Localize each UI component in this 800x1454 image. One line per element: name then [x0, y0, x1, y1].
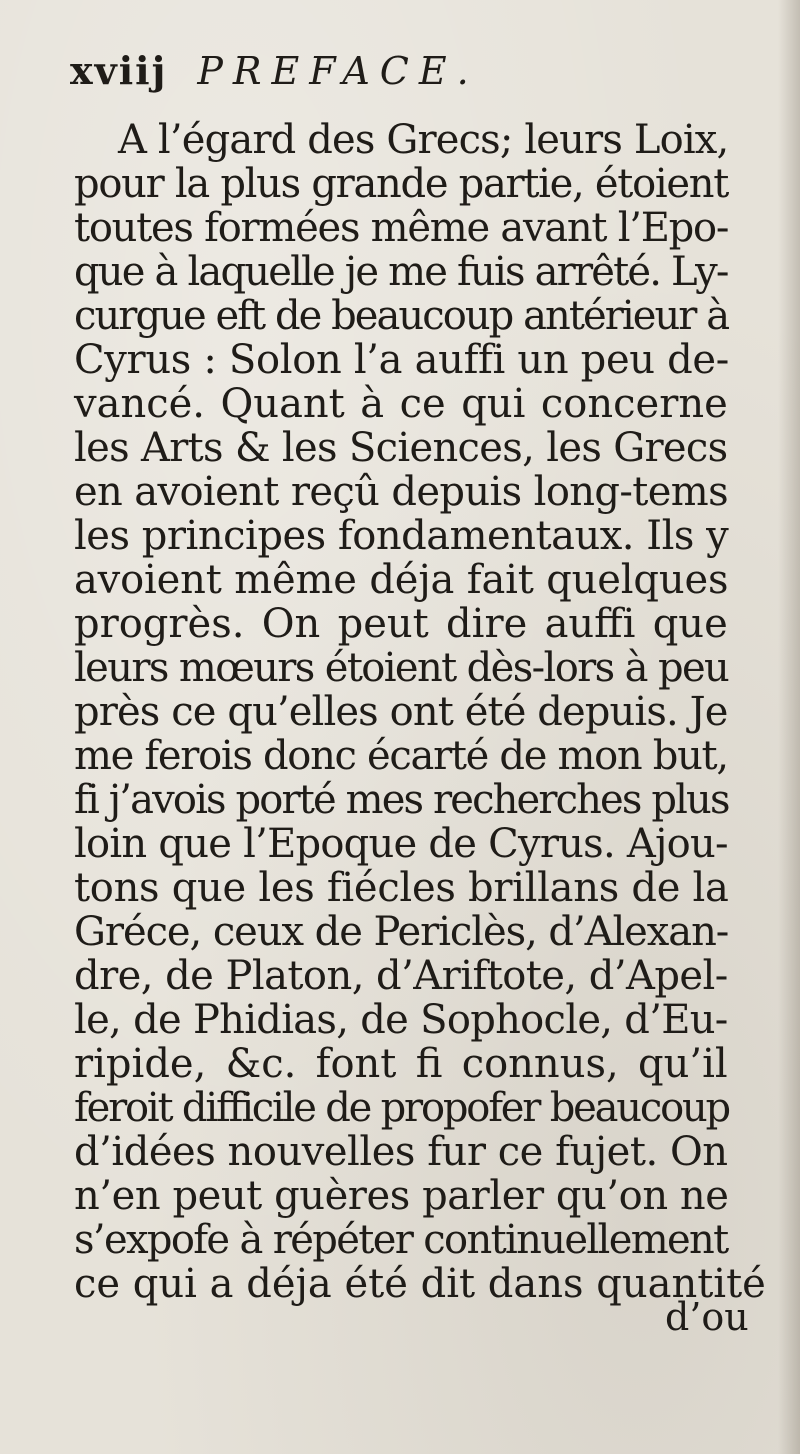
text-line: près ce qu’elles ont été depuis. Je: [74, 689, 728, 735]
text-line: fi j’avois porté mes recherches plus: [74, 777, 729, 823]
text-line: les principes fondamentaux. Ils y: [74, 513, 729, 559]
text-line: tons que les fiécles brillans de la: [74, 865, 729, 911]
text-line: pour la plus grande partie, étoient: [74, 161, 729, 207]
text-line: les Arts & les Sciences, les Grecs: [74, 425, 728, 471]
text-line: Gréce, ceux de Periclès, d’Alexan-: [74, 909, 729, 955]
text-line: vancé. Quant à ce qui concerne: [74, 381, 728, 427]
running-title: PREFACE.: [197, 49, 479, 93]
text-line: leurs mœurs étoient dès-lors à peu: [74, 645, 729, 691]
text-line: que à laquelle je me fuis arrêté. Ly-: [74, 249, 728, 295]
text-line: le, de Phidias, de Sophocle, d’Eu-: [74, 997, 728, 1043]
text-line: ripide, &c. font fi connus, qu’il: [74, 1041, 728, 1087]
text-line: dre, de Platon, d’Ariftote, d’Apel-: [74, 953, 728, 999]
text-line: Cyrus : Solon l’a auffi un peu de-: [74, 337, 729, 383]
page-edge-shadow: [778, 0, 800, 1454]
text-line: s’expofe à répéter continuellement: [74, 1217, 728, 1263]
page-header: [70, 48, 710, 108]
text-line: A l’égard des Grecs; leurs Loix,: [118, 117, 729, 163]
text-line: n’en peut guères parler qu’on ne: [74, 1173, 729, 1219]
catchword: d’ou: [665, 1295, 749, 1339]
text-line: curgue eft de beaucoup antérieur à: [74, 293, 729, 339]
text-line: me ferois donc écarté de mon but,: [74, 733, 728, 779]
text-line: avoient même déja fait quelques: [74, 557, 729, 603]
text-line: progrès. On peut dire auffi que: [74, 601, 728, 647]
text-line: en avoient reçû depuis long-tems: [74, 469, 729, 515]
page-number: xviij: [70, 48, 168, 93]
text-line: feroit difficile de propofer beaucoup: [74, 1085, 729, 1131]
text-line: loin que l’Epoque de Cyrus. Ajou-: [74, 821, 728, 867]
text-line: ce qui a déja été dit dans quantité: [74, 1261, 766, 1307]
text-line: d’idées nouvelles fur ce fujet. On: [74, 1129, 728, 1175]
text-line: toutes formées même avant l’Epo-: [74, 205, 729, 251]
